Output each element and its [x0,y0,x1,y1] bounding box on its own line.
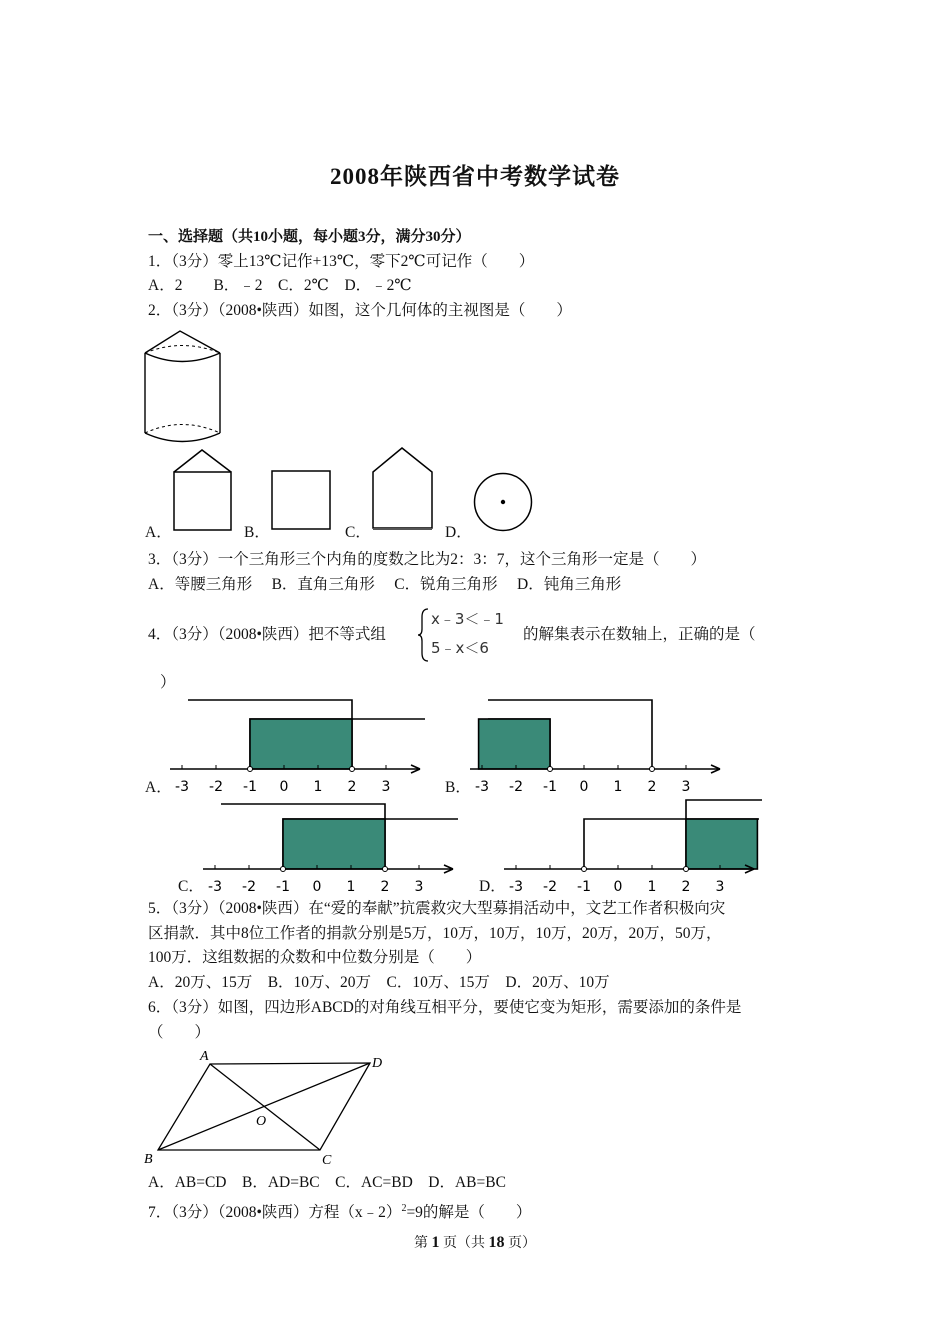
q4-stem-after: 的解集表示在数轴上，正确的是（ [523,626,756,643]
q2-label-c: C． [345,524,371,541]
solution-region [250,719,352,769]
tick-label: -1 [243,779,257,795]
solution-region [686,819,757,869]
tick-label: 2 [380,879,390,895]
tick-label: 0 [613,879,623,895]
q4-inequality-1: x﹣3＜﹣1 [431,610,504,628]
page-title: 2008年陕西省中考数学试卷 [330,164,620,189]
q2-option-a-figure [170,448,236,533]
point-label-d: D [372,1056,383,1071]
q4-inequality-2: 5﹣x＜6 [431,639,489,657]
point-label-o: O [256,1114,267,1129]
tick-label: 1 [313,779,323,795]
tick-label: 2 [347,779,357,795]
q4-brace [418,607,430,663]
q1-options: A．2 B．﹣2 C．2℃ D．﹣2℃ [148,277,412,294]
footer-pre: 第 [414,1236,432,1251]
q1-stem: 1．（3分）零上13℃记作+13℃，零下2℃可记作（ ） [148,253,535,270]
q4-label-b: B． [445,779,471,796]
q5-line-3: 100万．这组数据的众数和中位数分别是（ ） [148,949,482,966]
q4-numberline-d [504,792,774,902]
solution-region [283,819,385,869]
q4-label-c: C． [178,878,204,895]
tick-label: 0 [312,879,322,895]
tick-label: -3 [208,879,222,895]
tick-label: 3 [681,779,691,795]
q4-stem-before: 4．（3分）（2008•陕西）把不等式组 [148,626,386,643]
open-endpoint [248,767,253,772]
tick-label: -2 [242,879,256,895]
q3-options: A．等腰三角形 B．直角三角形 C．锐角三角形 D．钝角三角形 [148,576,622,593]
q4-stem-close: ） [160,674,176,691]
q2-option-b-figure [270,469,334,533]
footer-mid: 页（共 [439,1236,489,1251]
q4-label-a: A． [145,779,172,796]
q5-options: A．20万、15万 B．10万、20万 C．10万、15万 D．20万、10万 [148,974,610,991]
q7-stem [148,1199,531,1223]
tick-label: 2 [647,779,657,795]
tick-label: -2 [509,779,523,795]
tick-label: 0 [579,779,589,795]
tick-label: -1 [276,879,290,895]
tick-label: 1 [613,779,623,795]
q3-stem: 3．（3分）一个三角形三个内角的度数之比为2：3：7，这个三角形一定是（ ） [148,551,707,568]
point-label-c: C [322,1153,332,1168]
tick-label: 0 [279,779,289,795]
tick-label: 3 [715,879,725,895]
q5-line-1: 5．（3分）（2008•陕西）在“爱的奉献”抗震救灾大型募捐活动中，文艺工作者积极向灾 [148,900,726,917]
q4-label-d: D． [479,878,506,895]
q6-parallelogram [140,1045,400,1170]
q2-option-c-figure [370,446,436,532]
point-label-a: A [200,1049,209,1064]
open-endpoint [281,867,286,872]
tick-label: -2 [209,779,223,795]
q2-label-a: A． [145,524,172,541]
tick-label: 2 [681,879,691,895]
q2-solid-figure [140,328,230,443]
open-endpoint [350,767,355,772]
footer-page-number: 1 [431,1234,440,1251]
open-endpoint [650,767,655,772]
footer-post: 页） [504,1236,536,1251]
tick-label: 3 [414,879,424,895]
page-footer [0,1232,950,1252]
q6-options: A．AB=CD B．AD=BC C．AC=BD D．AB=BC [148,1174,506,1191]
tick-label: -1 [543,779,557,795]
open-endpoint [684,867,689,872]
tick-label: -3 [175,779,189,795]
tick-label: -3 [475,779,489,795]
q7-exponent: 2 [401,1203,407,1214]
q4-numberline-c [203,792,473,902]
section-heading: 一、选择题（共10小题，每小题3分，满分30分） [148,229,471,245]
q6-line-1: 6．（3分）如图，四边形ABCD的对角线互相平分，要使它变为矩形，需要添加的条件是 [148,999,742,1016]
tick-label: -2 [543,879,557,895]
q2-option-d-figure [472,472,534,534]
q2-label-b: B． [244,524,270,541]
tick-label: 1 [346,879,356,895]
q7-stem-b: =9的解是（ ） [406,1204,532,1222]
open-endpoint [383,867,388,872]
open-endpoint [582,867,587,872]
q2-stem: 2．（3分）（2008•陕西）如图，这个几何体的主视图是（ ） [148,302,572,319]
q4-numberline-a [170,692,440,802]
q5-line-2: 区捐款．其中8位工作者的捐款分别是5万，10万，10万，10万，20万，20万，50万， [148,925,722,942]
q4-numberline-b [470,692,740,802]
tick-label: 1 [647,879,657,895]
tick-label: 3 [381,779,391,795]
q6-line-2: （ ） [148,1024,211,1041]
footer-total-pages: 18 [488,1234,505,1251]
tick-label: -3 [509,879,523,895]
q7-stem-a: 7．（3分）（2008•陕西）方程（x﹣2） [148,1204,402,1222]
open-endpoint [548,767,553,772]
point-label-b: B [144,1152,153,1167]
solution-region [479,719,550,769]
tick-label: -1 [577,879,591,895]
q2-label-d: D． [445,524,472,541]
